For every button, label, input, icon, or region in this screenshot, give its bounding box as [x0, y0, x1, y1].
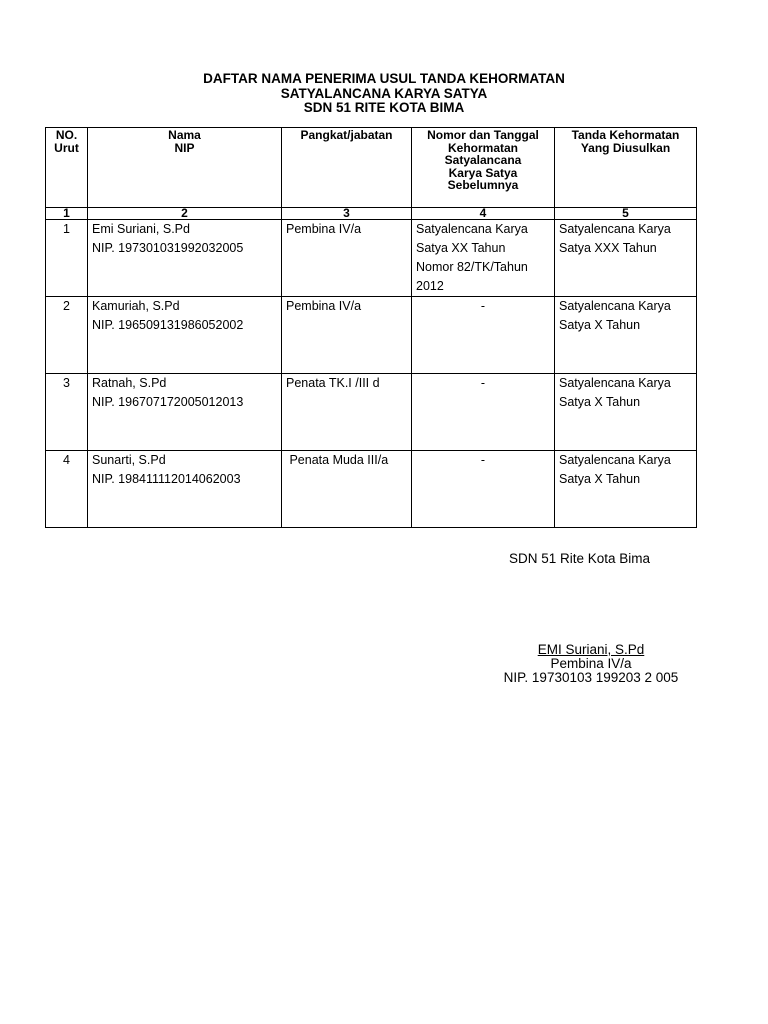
previous-award-cell: Satyalencana Karya Satya XX Tahun Nomor 82/TK/Tahun 2012 [412, 220, 555, 297]
proposed-award-cell: Satyalencana Karya Satya X Tahun [555, 297, 697, 374]
rank-cell: Pembina IV/a [282, 297, 412, 374]
proposed-award-cell: Satyalencana Karya Satya X Tahun [555, 374, 697, 451]
header-pangkat: Pangkat/jabatan [282, 128, 412, 208]
row-number: 1 [46, 220, 88, 297]
row-number: 2 [46, 297, 88, 374]
previous-award-cell: - [412, 374, 555, 451]
name-cell [88, 374, 282, 451]
name-cell [88, 220, 282, 297]
title-line-2: SATYALANCANA KARYA SATYA [280, 85, 488, 101]
row-number: 3 [46, 374, 88, 451]
rank-cell: Pembina IV/a [282, 220, 412, 297]
column-number: 1 [46, 208, 88, 220]
proposed-award-cell: Satyalencana Karya Satya XXX Tahun [555, 220, 697, 297]
column-number-row [46, 208, 697, 220]
rank-cell: Penata Muda III/a [282, 451, 412, 528]
row-number: 4 [46, 451, 88, 528]
nominee-nip: NIP. 198411112014062003 [92, 472, 241, 486]
column-number: 2 [88, 208, 282, 220]
signer-name: EMI Suriani, S.Pd [537, 642, 645, 657]
table-row [46, 451, 697, 528]
header-nomor: Nomor dan Tanggal Kehormatan Satyalancana Karya Satya Sebelumnya [412, 128, 555, 208]
proposed-award-cell: Satyalencana Karya Satya X Tahun [555, 451, 697, 528]
document-title [0, 72, 768, 116]
signer-nip: NIP. 19730103 199203 2 005 [503, 670, 679, 685]
header-tanda: Tanda Kehormatan Yang Diusulkan [555, 128, 697, 208]
nominee-nip: NIP. 196509131986052002 [92, 318, 244, 332]
nominee-name: Sunarti, S.Pd [92, 453, 166, 467]
signature-block [460, 643, 722, 685]
column-number: 3 [282, 208, 412, 220]
nominee-nip: NIP. 196707172005012013 [92, 395, 244, 409]
header-nama: Nama NIP [88, 128, 282, 208]
title-line-1: DAFTAR NAMA PENERIMA USUL TANDA KEHORMATAN [203, 71, 565, 86]
nominee-name: Kamuriah, S.Pd [92, 299, 180, 313]
table-row [46, 297, 697, 374]
signer-rank: Pembina IV/a [550, 656, 632, 671]
nominee-table [45, 127, 697, 528]
column-number: 5 [555, 208, 697, 220]
previous-award-cell: - [412, 297, 555, 374]
name-cell [88, 451, 282, 528]
name-cell [88, 297, 282, 374]
nominee-nip: NIP. 197301031992032005 [92, 241, 244, 255]
header-no: NO. Urut [46, 128, 88, 208]
nominee-name: Emi Suriani, S.Pd [92, 222, 190, 236]
previous-award-cell: - [412, 451, 555, 528]
table-row [46, 374, 697, 451]
column-number: 4 [412, 208, 555, 220]
table-row [46, 220, 697, 297]
rank-cell: Penata TK.I /III d [282, 374, 412, 451]
table-header-row [46, 128, 697, 208]
title-line-3: SDN 51 RITE KOTA BIMA [303, 100, 465, 115]
nominee-name: Ratnah, S.Pd [92, 376, 167, 390]
place-line: SDN 51 Rite Kota Bima [509, 551, 651, 566]
